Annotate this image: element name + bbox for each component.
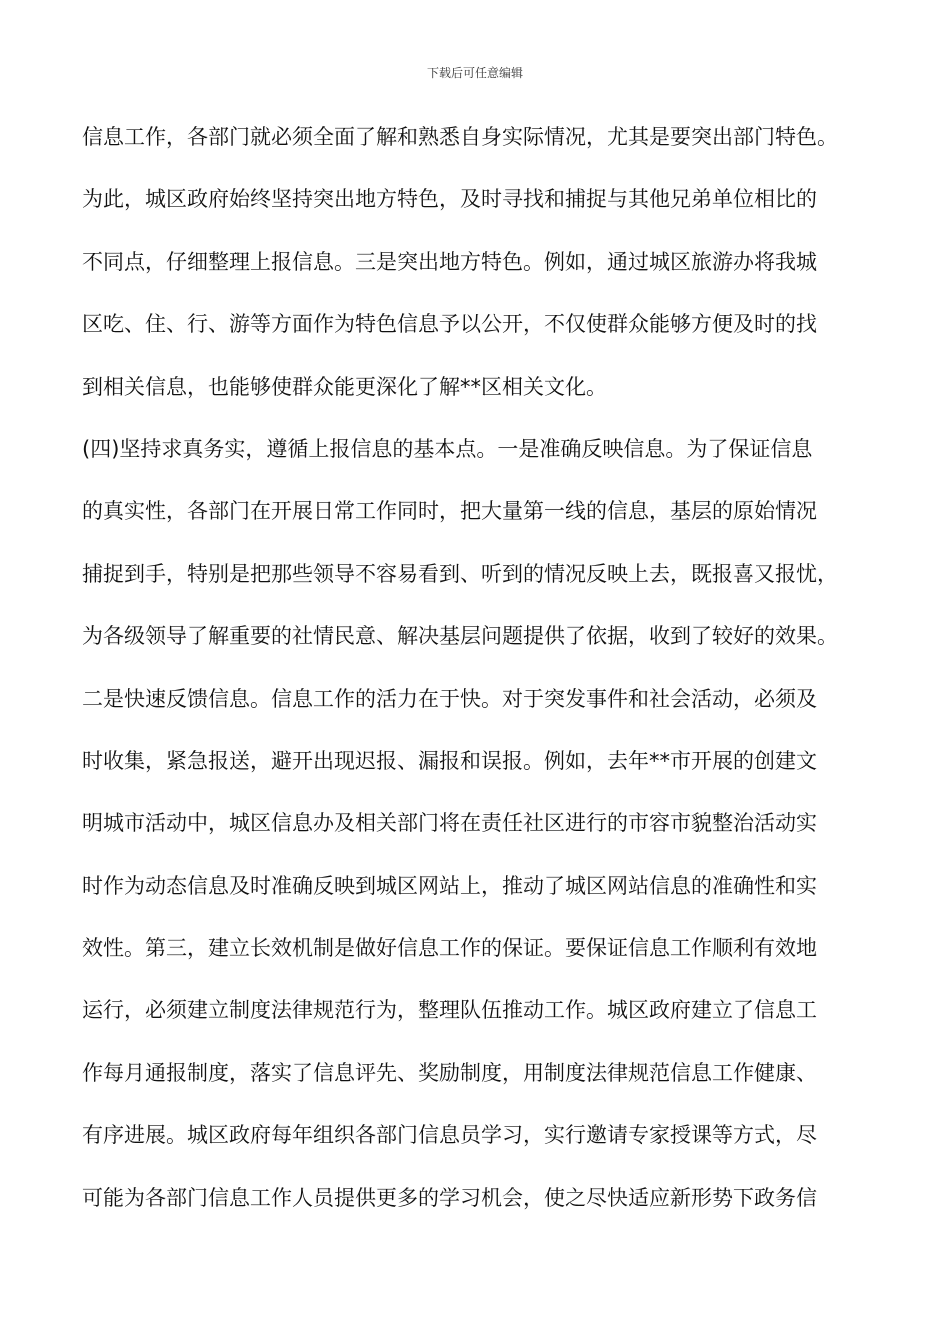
text-line: 运行，必须建立制度法律规范行为，整理队伍推动工作。城区政府建立了信息工	[82, 998, 817, 1023]
text-line: 的真实性，各部门在开展日常工作同时，把大量第一线的信息，基层的原始情况	[82, 499, 817, 524]
text-line: 可能为各部门信息工作人员提供更多的学习机会，使之尽快适应新形势下政务信	[82, 1185, 817, 1210]
text-line: 为各级领导了解重要的社情民意、解决基层问题提供了依据，收到了较好的效果。	[82, 624, 838, 649]
text-line: 区吃、住、行、游等方面作为特色信息予以公开，不仅使群众能够方便及时的找	[82, 312, 817, 337]
text-line: 不同点，仔细整理上报信息。三是突出地方特色。例如，通过城区旅游办将我城	[82, 249, 817, 274]
page-header: 下载后可任意编辑	[426, 66, 523, 80]
document-body	[82, 106, 882, 1229]
text-line: 效性。第三，建立长效机制是做好信息工作的保证。要保证信息工作顺利有效地	[82, 936, 817, 961]
text-line: 信息工作，各部门就必须全面了解和熟悉自身实际情况，尤其是要突出部门特色。	[82, 125, 838, 149]
text-line: 为此，城区政府始终坚持突出地方特色，及时寻找和捕捉与其他兄弟单位相比的	[82, 187, 817, 212]
text-line: 明城市活动中，城区信息办及相关部门将在责任社区进行的市容市貌整治活动实	[82, 811, 817, 836]
text-line: 有序进展。城区政府每年组织各部门信息员学习，实行邀请专家授课等方式，尽	[82, 1123, 817, 1148]
text-line: 捕捉到手，特别是把那些领导不容易看到、听到的情况反映上去，既报喜又报忧，	[82, 561, 838, 586]
text-line: 时作为动态信息及时准确反映到城区网站上，推动了城区网站信息的准确性和实	[82, 873, 817, 898]
text-line: 二是快速反馈信息。信息工作的活力在于快。对于突发事件和社会活动，必须及	[82, 686, 817, 711]
text-line: 作每月通报制度，落实了信息评先、奖励制度，用制度法律规范信息工作健康、	[82, 1060, 817, 1085]
text-line: 时收集，紧急报送，避开出现迟报、漏报和误报。例如，去年**市开展的创建文	[82, 748, 817, 773]
text-line: (四)坚持求真务实，遵循上报信息的基本点。一是准确反映信息。为了保证信息	[82, 436, 813, 461]
text-line: 到相关信息，也能够使群众能更深化了解**区相关文化。	[82, 374, 607, 399]
